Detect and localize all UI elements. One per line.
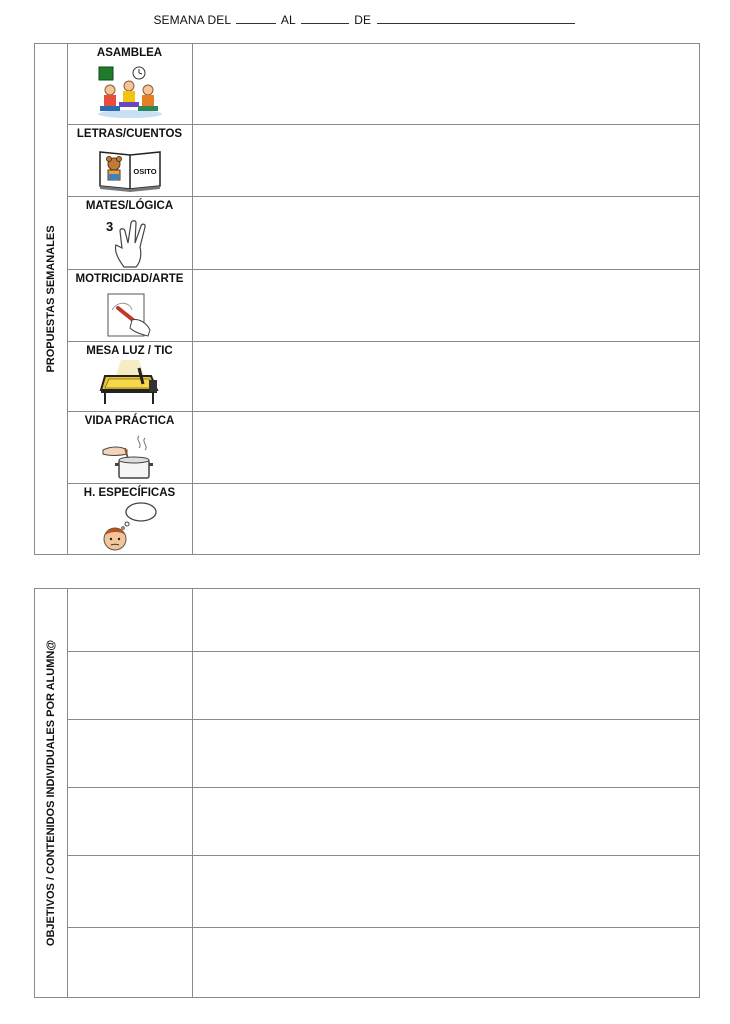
row-h-especificas bbox=[67, 484, 699, 554]
student-row bbox=[67, 928, 699, 997]
assembly-icon bbox=[95, 64, 165, 120]
row-letras-cuentos bbox=[67, 125, 699, 197]
student-name-cell[interactable] bbox=[67, 652, 193, 719]
objectives-cell[interactable] bbox=[193, 652, 699, 719]
activity-cell bbox=[67, 44, 193, 124]
week-start-blank[interactable] bbox=[236, 12, 276, 24]
content-cell[interactable] bbox=[193, 270, 699, 341]
cooking-pot-icon bbox=[101, 432, 159, 482]
counting-hand-icon bbox=[100, 217, 160, 269]
activity-label: MESA LUZ / TIC bbox=[86, 345, 173, 357]
counting-number: 3 bbox=[105, 219, 113, 234]
activity-label: LETRAS/CUENTOS bbox=[76, 128, 183, 140]
activity-label: MOTRICIDAD/ARTE bbox=[75, 273, 184, 285]
storybook-icon bbox=[97, 148, 163, 192]
objectives-cell[interactable] bbox=[193, 928, 699, 997]
student-row bbox=[67, 788, 699, 856]
student-name-cell[interactable] bbox=[67, 856, 193, 927]
light-table-icon bbox=[99, 360, 161, 406]
individual-objectives-side-label: OBJETIVOS / CONTENIDOS INDIVIDUALES POR ALUMN@ bbox=[45, 639, 57, 947]
student-name-cell[interactable] bbox=[67, 589, 193, 651]
book-title: OSITO bbox=[132, 167, 157, 176]
row-asamblea bbox=[67, 44, 699, 125]
activity-label: MATES/LÓGICA bbox=[85, 200, 174, 212]
content-cell[interactable] bbox=[193, 44, 699, 124]
activity-cell bbox=[67, 484, 193, 554]
student-name-cell[interactable] bbox=[67, 928, 193, 997]
individual-objectives-side-header bbox=[35, 589, 68, 997]
individual-objectives-table bbox=[34, 588, 700, 998]
student-row bbox=[67, 856, 699, 928]
content-cell[interactable] bbox=[193, 125, 699, 196]
week-end-blank[interactable] bbox=[301, 12, 349, 24]
content-cell[interactable] bbox=[193, 342, 699, 411]
activity-cell bbox=[67, 270, 193, 341]
student-row bbox=[67, 720, 699, 788]
content-cell[interactable] bbox=[193, 412, 699, 483]
activity-label: VIDA PRÁCTICA bbox=[84, 415, 175, 427]
thinking-face-icon bbox=[101, 502, 159, 552]
student-name-cell[interactable] bbox=[67, 720, 193, 787]
content-cell[interactable] bbox=[193, 484, 699, 554]
drawing-hand-icon bbox=[104, 290, 156, 340]
weekly-proposals-side-header bbox=[35, 44, 68, 554]
student-name-cell[interactable] bbox=[67, 788, 193, 855]
weekly-proposals-table bbox=[34, 43, 700, 555]
row-mesa-luz-tic bbox=[67, 342, 699, 412]
objectives-cell[interactable] bbox=[193, 856, 699, 927]
month-blank[interactable] bbox=[377, 12, 575, 24]
activity-label: H. ESPECÍFICAS bbox=[83, 487, 176, 499]
objectives-cell[interactable] bbox=[193, 589, 699, 651]
row-motricidad-arte bbox=[67, 270, 699, 342]
activity-cell bbox=[67, 412, 193, 483]
objectives-cell[interactable] bbox=[193, 788, 699, 855]
to-label: AL bbox=[280, 13, 296, 27]
content-cell[interactable] bbox=[193, 197, 699, 269]
objectives-cell[interactable] bbox=[193, 720, 699, 787]
week-label: SEMANA DEL bbox=[153, 13, 231, 27]
activity-cell bbox=[67, 342, 193, 411]
activity-label: ASAMBLEA bbox=[96, 47, 163, 59]
week-header bbox=[0, 12, 730, 27]
row-vida-practica bbox=[67, 412, 699, 484]
of-label: DE bbox=[354, 13, 372, 27]
student-row bbox=[67, 652, 699, 720]
activity-cell bbox=[67, 125, 193, 196]
row-mates-logica bbox=[67, 197, 699, 270]
student-row bbox=[67, 589, 699, 652]
weekly-proposals-side-label: PROPUESTAS SEMANALES bbox=[45, 225, 57, 373]
activity-cell bbox=[67, 197, 193, 269]
